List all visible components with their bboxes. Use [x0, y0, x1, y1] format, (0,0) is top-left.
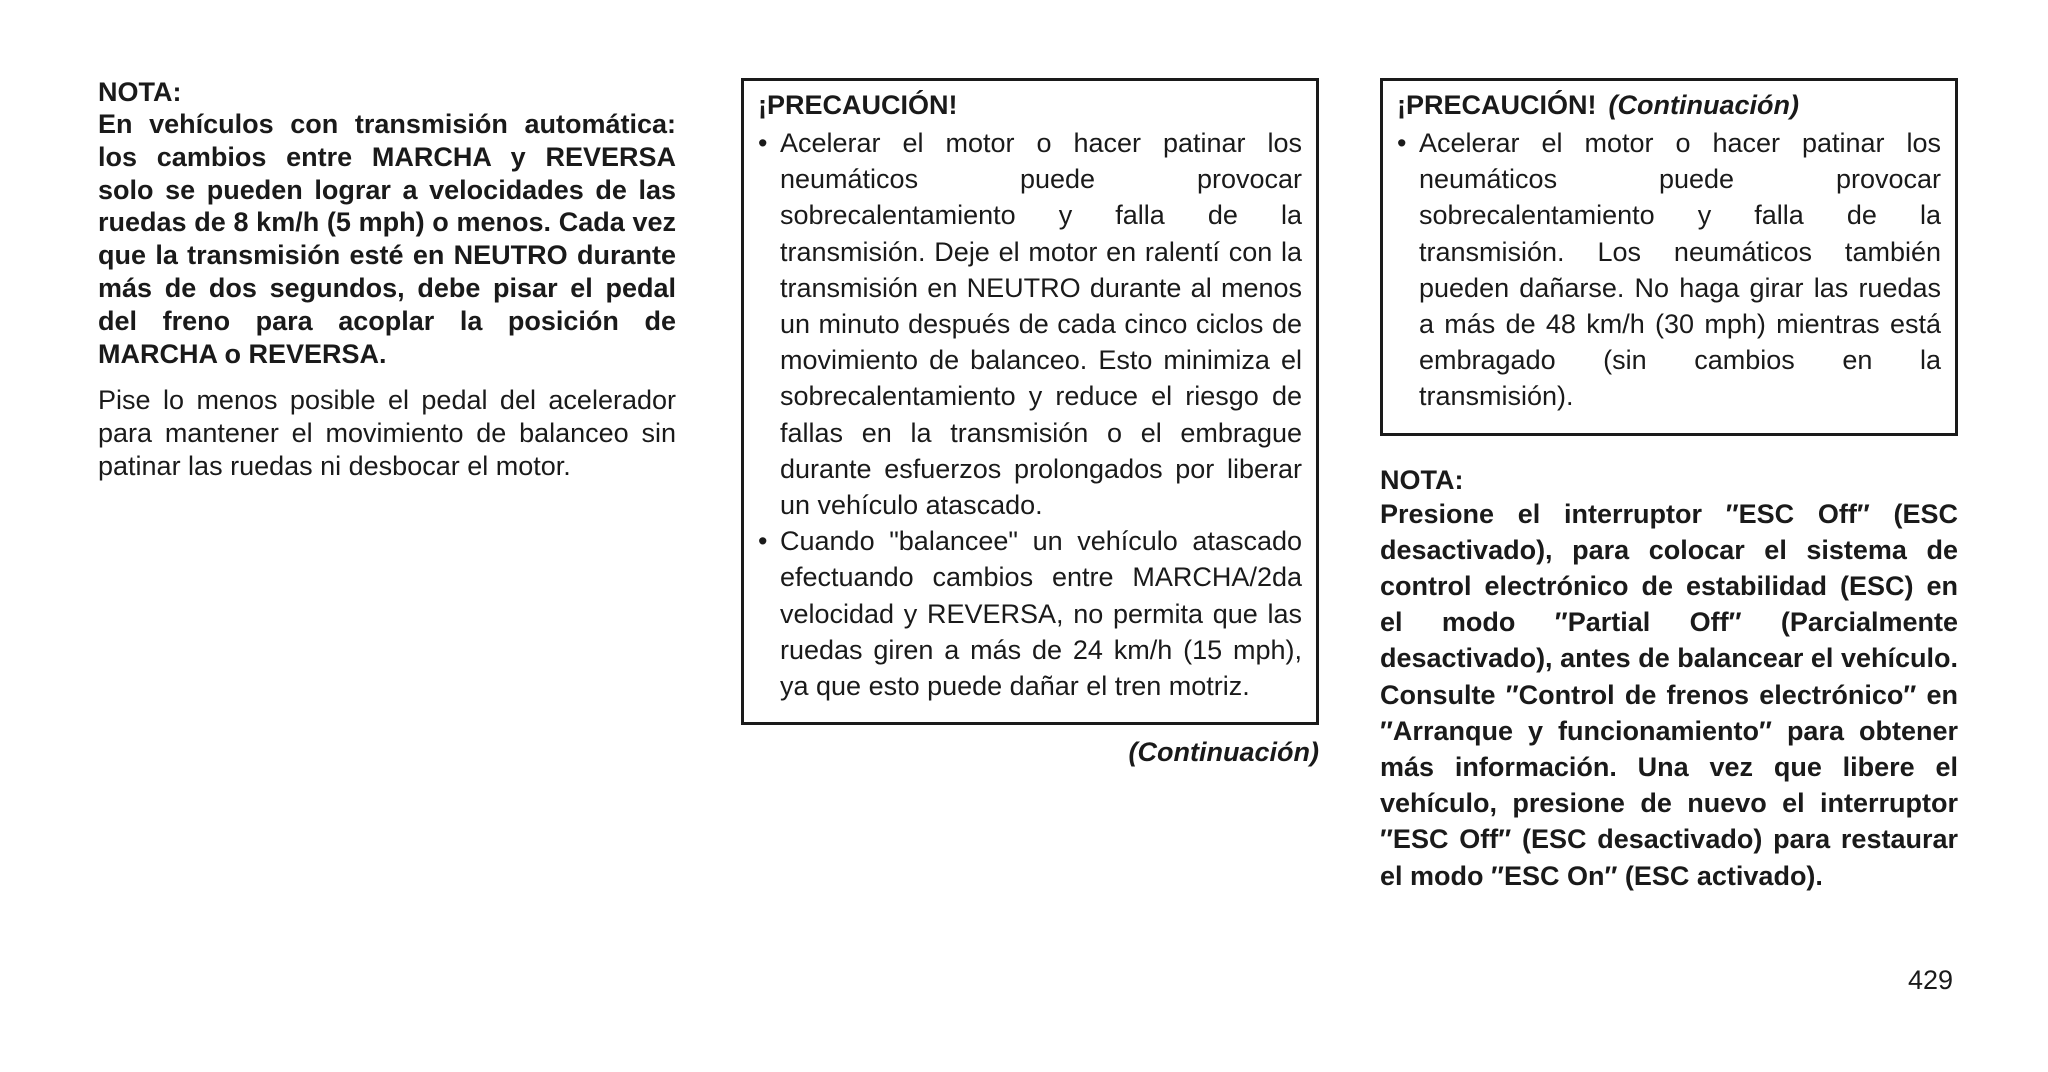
body-paragraph: Pise lo menos posible el pedal del acelerador para mantener el movimiento de balanceo sin patinar las ruedas ni desbocar el motor.: [98, 385, 676, 481]
nota-section: [1380, 464, 1958, 894]
right-column: [1380, 78, 1958, 894]
left-column: [98, 76, 676, 483]
caution-bullet-text: Acelerar el motor o hacer patinar los neumáticos puede provocar sobrecalentamiento y falla de la transmisión. Deje el motor en ralentí con la transmisión en NEUTRO durante al menos un minuto después de cada cinco ciclos de movimiento de balanceo. Esto minimiza el sobrecalentamiento y reduce el riesgo de fallas en la transmisión o el embrague durante esfuerzos prolongados por liberar un vehículo atascado.: [780, 128, 1302, 521]
page-number: 429: [1907, 965, 1953, 995]
middle-column: [741, 78, 1319, 769]
caution-bullet: [758, 523, 1302, 704]
caution-bullet-text: Cuando "balancee" un vehículo atascado efectuando cambios entre MARCHA/2da velocidad y REVERSA, no permita que las ruedas giren a más de 24 km/h (15 mph), ya que esto puede dañar el tren motriz.: [780, 526, 1302, 702]
caution-title-text: ¡PRECAUCIÓN!: [758, 90, 958, 120]
caution-box: [1380, 78, 1958, 436]
bullet-dot-icon: •: [1397, 128, 1407, 158]
nota-heading: NOTA:: [98, 77, 182, 107]
caution-title: [1397, 87, 1941, 123]
nota-body: En vehículos con transmisión automática: los cambios entre MARCHA y REVERSA solo se pueden lograr a velocidades de las ruedas de 8 km/h (5 mph) o menos. Cada vez que la transmisión esté en NEUTRO durante más de dos segundos, debe pisar el pedal del freno para acoplar la posición de MARCHA o REVERSA.: [98, 109, 676, 369]
caution-bullet: [758, 125, 1302, 523]
continuation-note: (Continuación): [1128, 737, 1319, 768]
caution-bullet-text: Acelerar el motor o hacer patinar los neumáticos puede provocar sobrecalentamiento y falla de la transmisión. Los neumáticos también pueden dañarse. No haga girar las ruedas a más de 48 km/h (30 mph) mientras está embragado (sin cambios en la transmisión).: [1419, 128, 1941, 412]
caution-title-text: ¡PRECAUCIÓN!: [1397, 90, 1597, 120]
caution-title: [758, 87, 1302, 123]
nota-heading: NOTA:: [1380, 464, 1464, 495]
caution-title-continuation: (Continuación): [1608, 90, 1799, 120]
bullet-dot-icon: •: [758, 526, 768, 557]
bullet-dot-icon: •: [758, 128, 768, 158]
nota-body: Presione el interruptor ″ESC Off″ (ESC desactivado), para colocar el sistema de control electrónico de estabilidad (ESC) en el modo ″Partial Off″ (Parcialmente desactivado), antes de balancear el vehículo. Consulte ″Control de frenos electrónico″ en ″Arranque y funcionamiento″ para obtener más información. Una vez que libere el vehículo, presione de nuevo el interruptor ″ESC Off″ (ESC desactivado) para restaurar el modo ″ESC On″ (ESC activado).: [1380, 498, 1958, 891]
caution-bullet: [1397, 125, 1941, 415]
caution-box: [741, 78, 1319, 725]
